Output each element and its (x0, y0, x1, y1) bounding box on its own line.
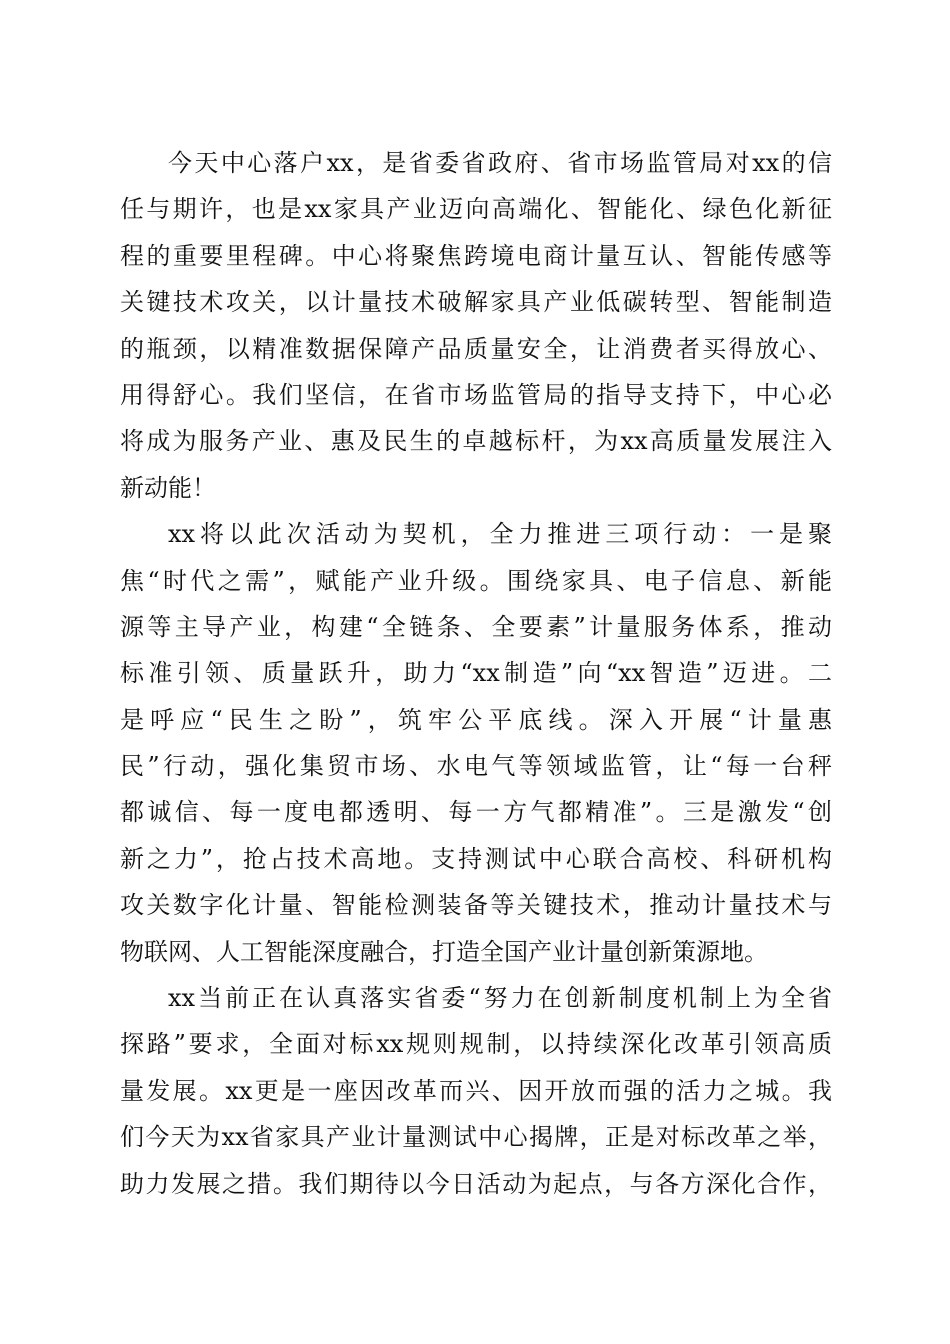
text-line: 量发展。xx更是一座因改革而兴、因开放而强的活力之城。我 (120, 1076, 832, 1105)
document-body (120, 140, 832, 1207)
text-line: 攻关数字化计量、智能检测装备等关键技术，推动计量技术与 (120, 891, 832, 920)
text-line: 助力发展之措。我们期待以今日活动为起点，与各方深化合作， (120, 1169, 832, 1198)
text-line: 们今天为xx省家具产业计量测试中心揭牌，正是对标改革之举， (120, 1123, 832, 1152)
text-line: 将成为服务产业、惠及民生的卓越标杆，为xx高质量发展注入 (120, 427, 832, 456)
paragraph-2 (120, 511, 832, 975)
text-line: 新之力”，抢占技术高地。支持测试中心联合高校、科研机构 (120, 844, 832, 873)
text-line: xx当前正在认真落实省委“努力在创新制度机制上为全省 (168, 984, 832, 1013)
text-line: 今天中心落户xx，是省委省政府、省市场监管局对xx的信 (168, 149, 832, 177)
text-line: 的瓶颈，以精准数据保障产品质量安全，让消费者买得放心、 (120, 334, 832, 363)
paragraph-1 (120, 140, 832, 511)
text-line: 都诚信、每一度电都透明、每一方气都精准”。三是激发“创 (120, 798, 832, 827)
text-line: 物联网、人工智能深度融合，打造全国产业计量创新策源地。 (120, 937, 768, 966)
text-line: 用得舒心。我们坚信，在省市场监管局的指导支持下，中心必 (120, 380, 832, 409)
text-line: 程的重要里程碑。中心将聚焦跨境电商计量互认、智能传感等 (120, 241, 832, 270)
text-line: 关键技术攻关，以计量技术破解家具产业低碳转型、智能制造 (120, 288, 832, 317)
text-line: 是呼应“民生之盼”，筑牢公平底线。深入开展“计量惠 (120, 705, 832, 734)
paragraph-3 (120, 975, 832, 1207)
text-line: 民”行动，强化集贸市场、水电气等领域监管，让“每一台秤 (120, 752, 832, 781)
text-line: 焦“时代之需”，赋能产业升级。围绕家具、电子信息、新能 (120, 566, 832, 595)
text-line: xx将以此次活动为契机，全力推进三项行动：一是聚 (168, 520, 832, 549)
text-line: 标准引领、质量跃升，助力“xx制造”向“xx智造”迈进。二 (120, 659, 832, 688)
text-line: 新动能！ (120, 473, 216, 502)
text-line: 源等主导产业，构建“全链条、全要素”计量服务体系，推动 (120, 612, 832, 641)
text-line: 任与期许，也是xx家具产业迈向高端化、智能化、绿色化新征 (120, 195, 832, 224)
text-line: 探路”要求，全面对标xx规则规制，以持续深化改革引领高质 (120, 1030, 832, 1059)
